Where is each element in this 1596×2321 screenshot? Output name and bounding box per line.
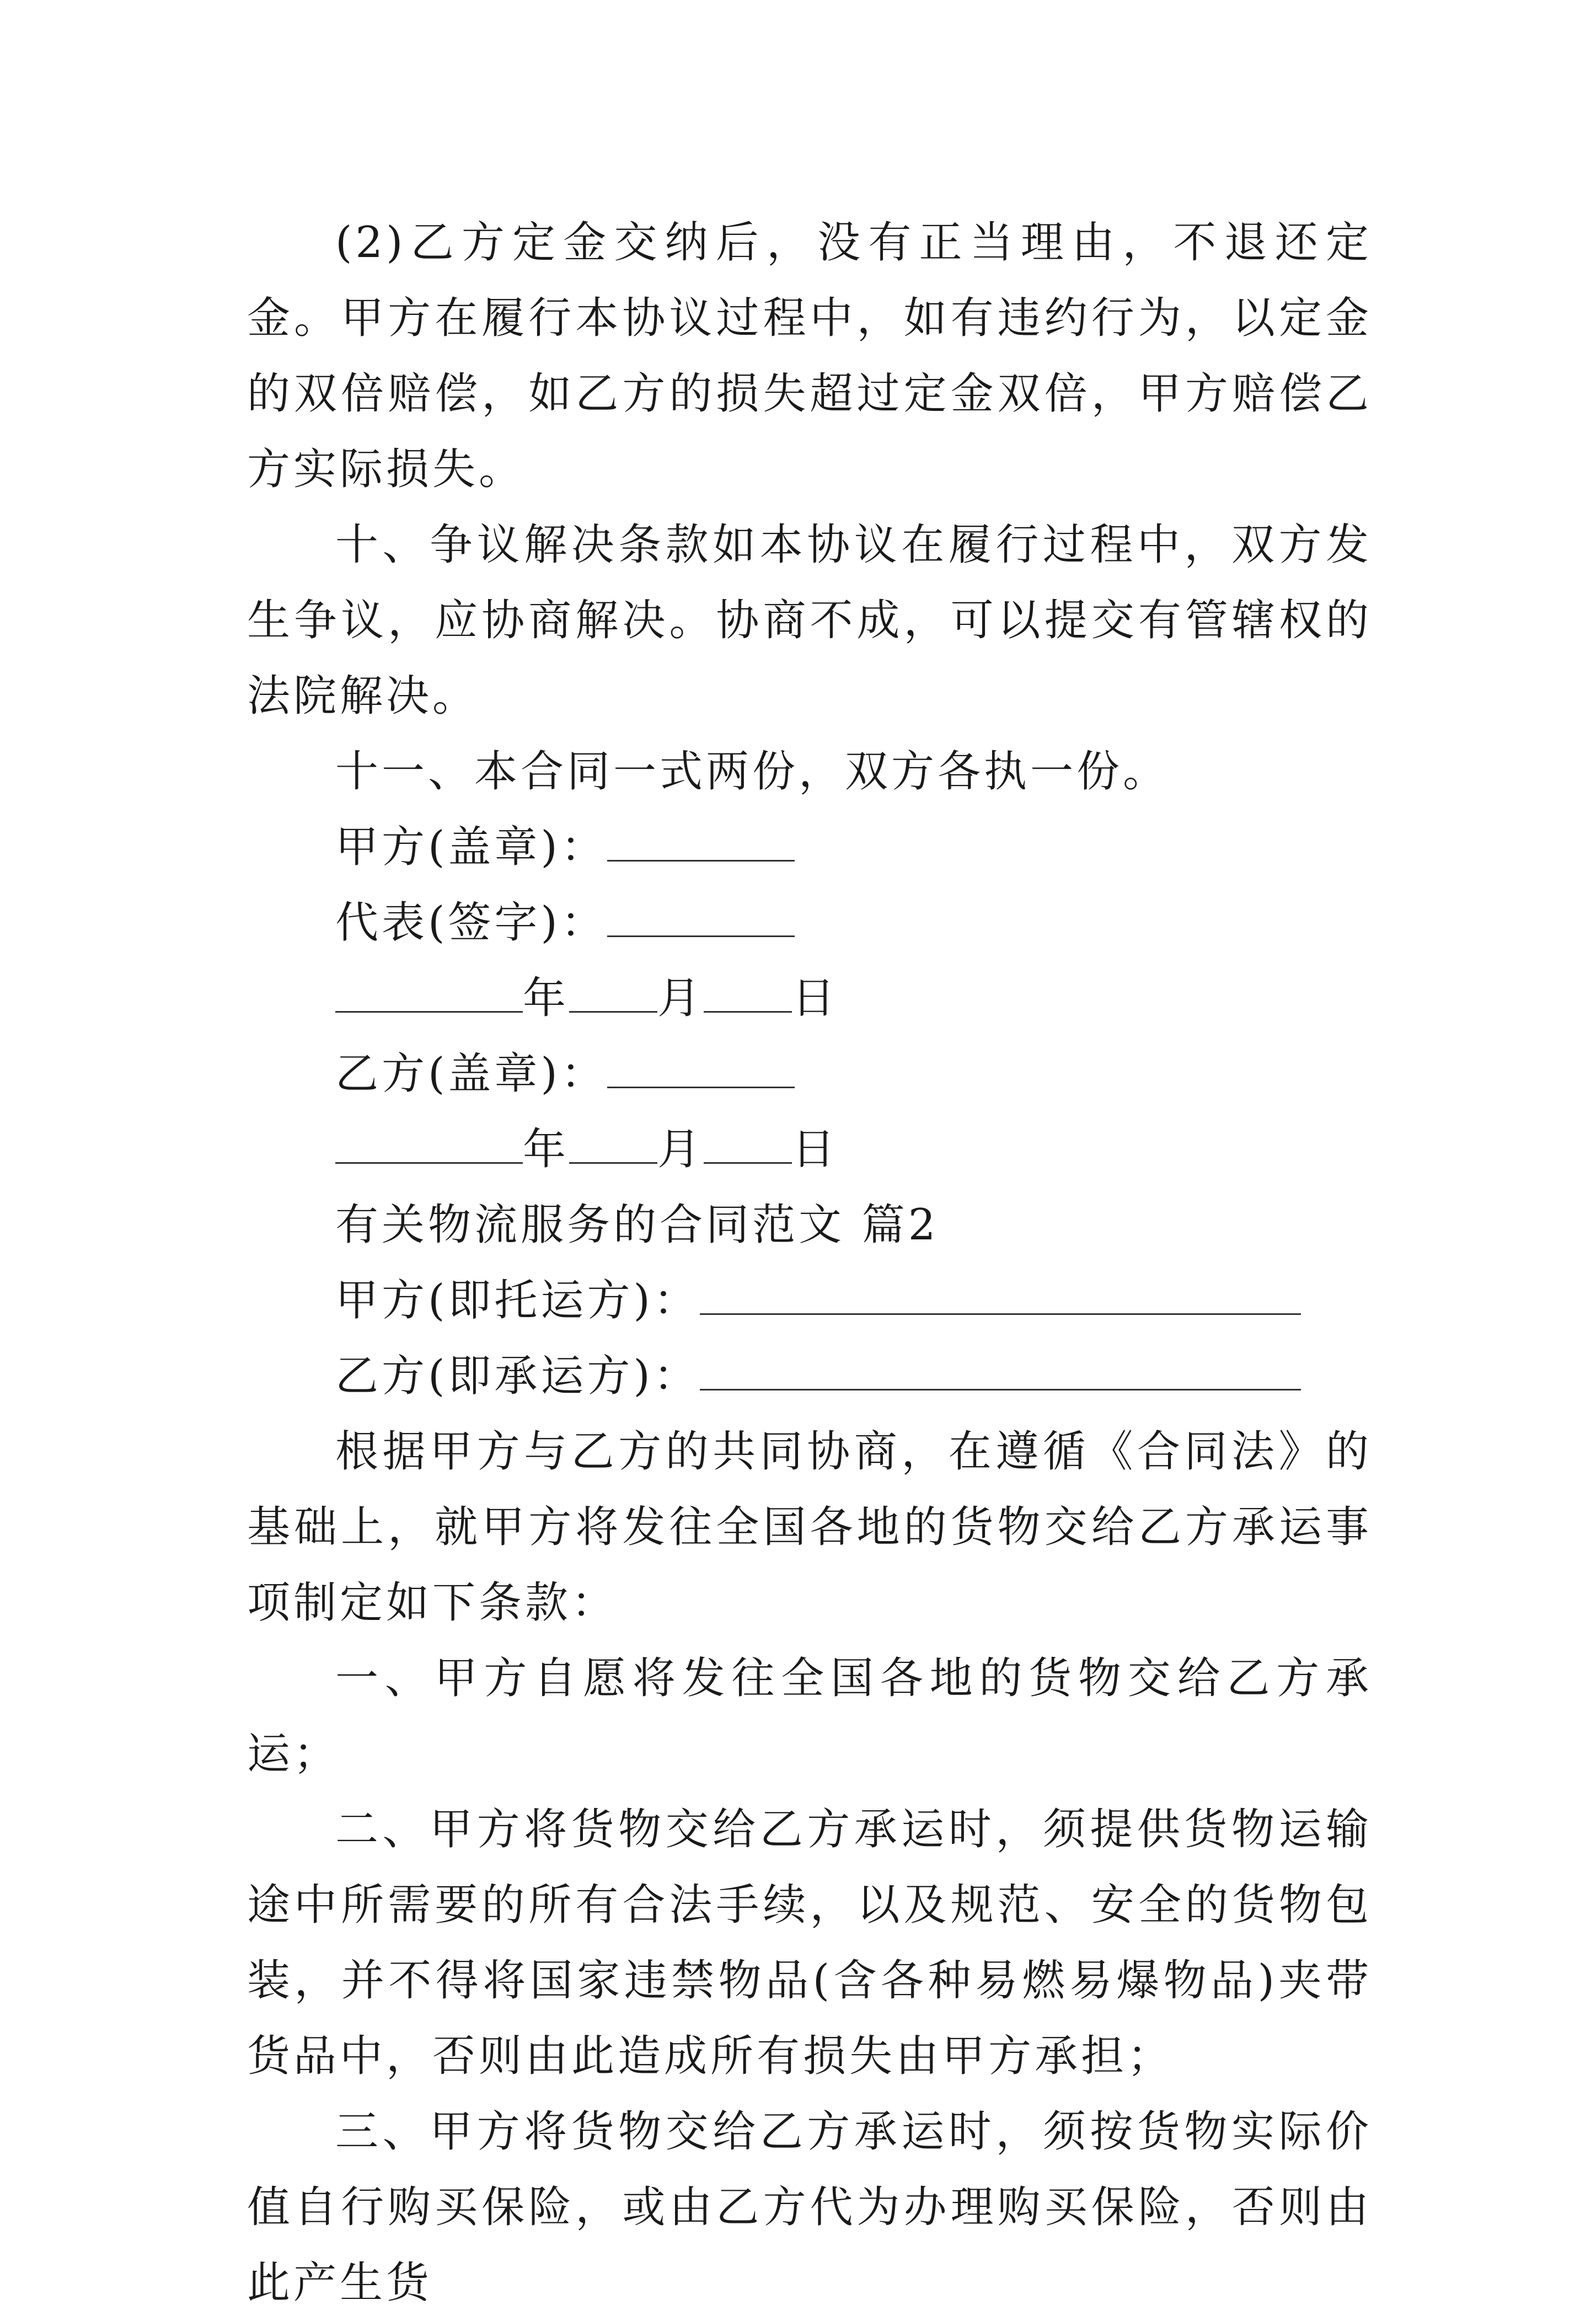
carrier-blank[interactable] — [700, 1355, 1301, 1391]
day-label-b: 日 — [792, 1125, 839, 1174]
day-label-a: 日 — [792, 974, 839, 1023]
section-2-heading: 有关物流服务的合同范文 篇2 — [335, 1200, 939, 1250]
paragraph-clause-1: 一、甲方自愿将发往全国各地的货物交给乙方承运； — [247, 1654, 1372, 1779]
paragraph-clause-2: 二、甲方将货物交给乙方承运时，须提供货物运输途中所需要的所有合法手续，以及规范、安全的货物包装，并不得将国家违禁物品(含各种易燃易爆物品)夹带货品中，否则由此造成所有损失由甲方承担； — [247, 1805, 1372, 2081]
paragraph-clause-3: 三、甲方将货物交给乙方承运时，须按货物实际价值自行购买保险，或由乙方代为办理购买保险，否则由此产生货 — [247, 2107, 1372, 2308]
paragraph-dispute-clause: 十、争议解决条款如本协议在履行过程中，双方发生争议，应协商解决。协商不成，可以提交有管辖权的法院解决。 — [247, 520, 1372, 721]
representative-sign-label: 代表(签字)： — [335, 898, 607, 948]
year-blank-a[interactable] — [335, 977, 523, 1013]
carrier-line — [247, 1339, 1372, 1414]
consignor-label: 甲方(即托运方)： — [335, 1276, 700, 1325]
consignor-line — [247, 1263, 1372, 1339]
representative-sign-line — [247, 885, 1372, 961]
month-blank-b[interactable] — [569, 1128, 657, 1164]
party-b-seal-blank[interactable] — [607, 1052, 795, 1088]
year-blank-b[interactable] — [335, 1128, 523, 1164]
month-blank-a[interactable] — [569, 977, 657, 1013]
day-blank-a[interactable] — [704, 977, 792, 1013]
document-body — [247, 205, 1372, 2321]
day-blank-b[interactable] — [704, 1128, 792, 1164]
party-b-seal-line — [247, 1036, 1372, 1112]
year-label-a: 年 — [523, 974, 570, 1023]
year-label-b: 年 — [523, 1125, 570, 1174]
party-a-seal-blank[interactable] — [607, 826, 795, 862]
paragraph-copies-clause: 十一、本合同一式两份，双方各执一份。 — [335, 747, 1170, 796]
month-label-a: 月 — [657, 974, 704, 1023]
consignor-blank[interactable] — [700, 1279, 1301, 1315]
date-line-b — [247, 1112, 1372, 1188]
party-a-seal-label: 甲方(盖章)： — [335, 822, 607, 872]
month-label-b: 月 — [657, 1125, 704, 1174]
paragraph-deposit-clause: (2)乙方定金交纳后，没有正当理由，不退还定金。甲方在履行本协议过程中，如有违约行为，以定金的双倍赔偿，如乙方的损失超过定金双倍，甲方赔偿乙方实际损失。 — [247, 218, 1372, 494]
party-b-seal-label: 乙方(盖章)： — [335, 1049, 607, 1099]
representative-sign-blank[interactable] — [607, 901, 795, 937]
party-a-seal-line — [247, 810, 1372, 885]
carrier-label: 乙方(即承运方)： — [335, 1351, 700, 1401]
paragraph-preamble: 根据甲方与乙方的共同协商，在遵循《合同法》的基础上，就甲方将发往全国各地的货物交给乙方承运事项制定如下条款： — [247, 1427, 1372, 1628]
date-line-a — [247, 961, 1372, 1036]
